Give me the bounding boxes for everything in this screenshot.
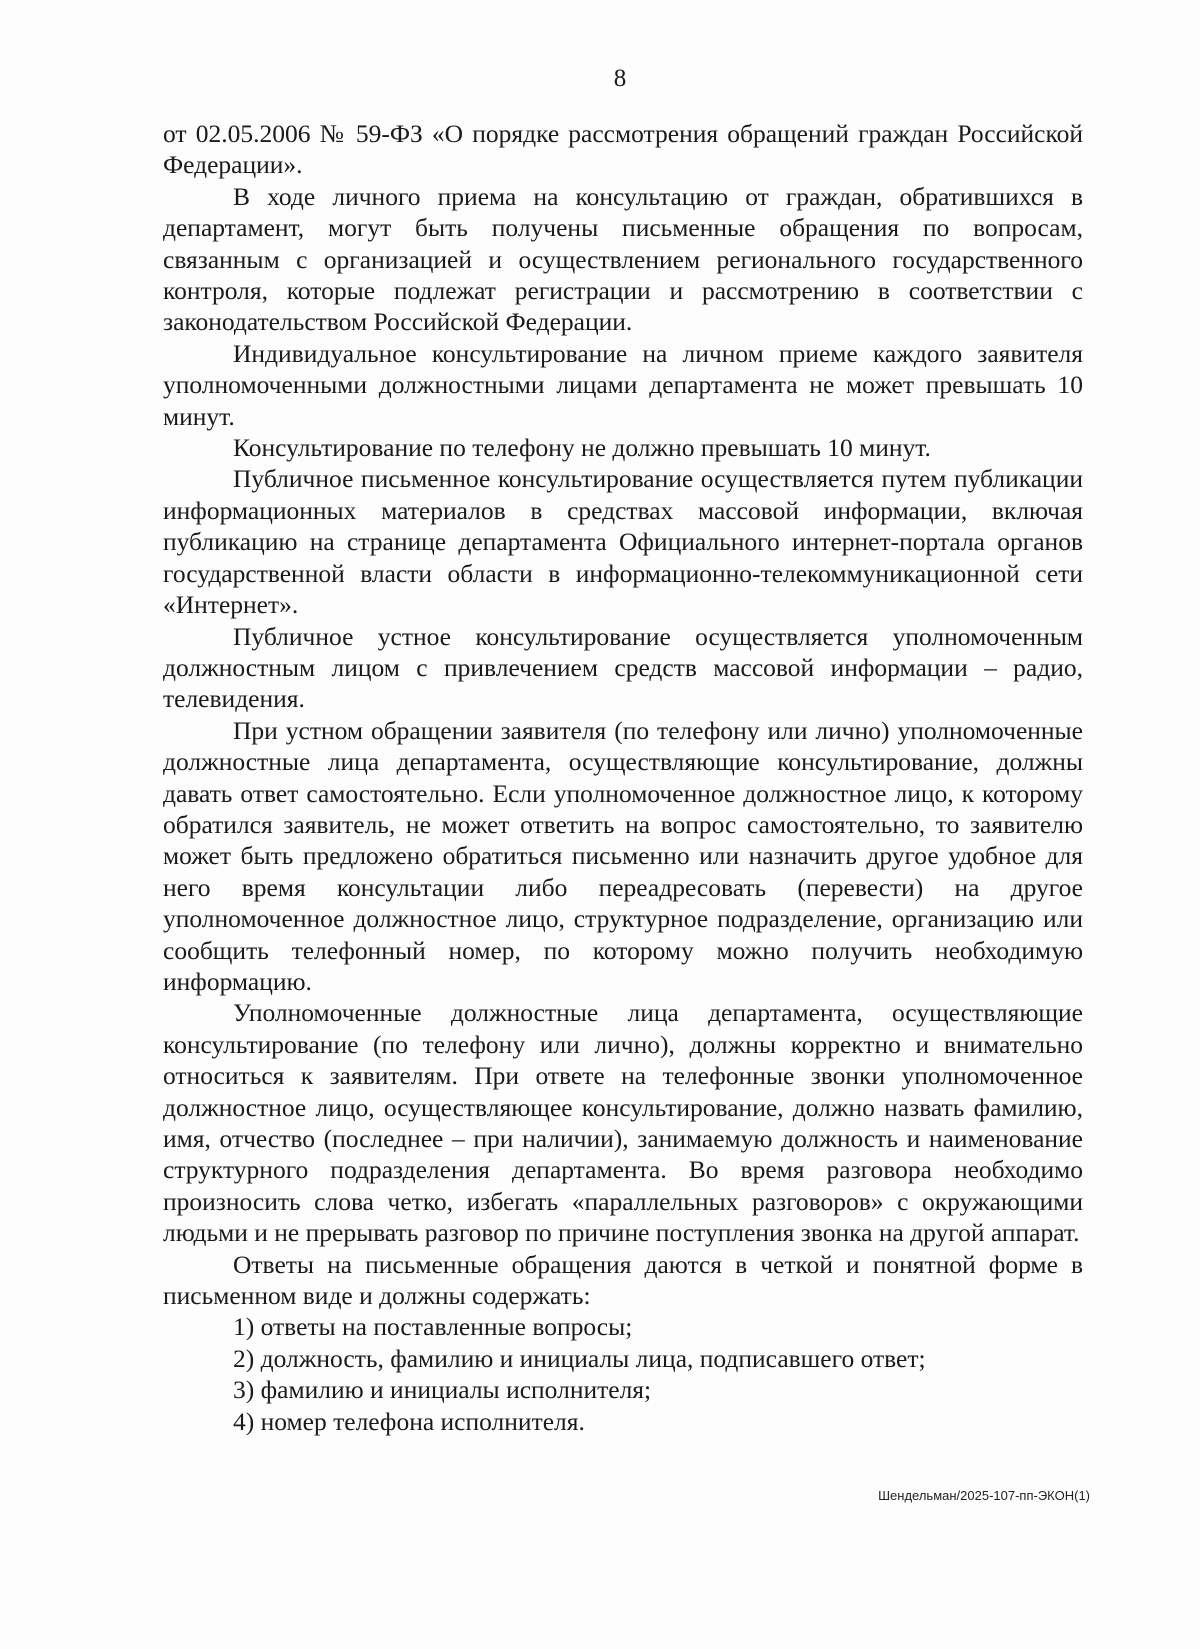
list-item: 1) ответы на поставленные вопросы; <box>233 1312 633 1342</box>
list-item: 4) номер телефона исполнителя. <box>233 1406 585 1436</box>
paragraph-phone-consulting: Консультирование по телефону не должно превышать 10 минут. <box>233 433 931 463</box>
paragraph-oral-appeal: При устном обращении заявителя (по телефону или лично) уполномоченные должностные лица департамента, осуществляющие консультирование, должны давать ответ самостоятельно. Если уполномоченное должностное лицо, к которому обратился заявитель, не может ответить на вопрос самостоятельно, то заявителю может быть предложено обратиться письменно или назначить другое удобное для него время консультации либо переадресовать (перевести) на другое уполномоченное должностное лицо, структурное подразделение, организацию или сообщить телефонный номер, по которому можно получить необходимую информацию. <box>163 715 1083 996</box>
list-item: 2) должность, фамилию и инициалы лица, подписавшего ответ; <box>233 1343 926 1373</box>
paragraph-written-appeals: В ходе личного приема на консультацию от граждан, обратившихся в департамент, могут быть получены письменные обращения по вопросам, связанным с организацией и осуществлением регионального государственного контроля, которые подлежат регистрации и рассмотрению в соответствии с законодательством Российской Федерации. <box>163 181 1083 337</box>
list-item: 3) фамилию и инициалы исполнителя; <box>233 1375 652 1405</box>
paragraph-law-reference: от 02.05.2006 № 59-ФЗ «О порядке рассмотрения обращений граждан Российской Федерации». <box>163 119 1083 180</box>
paragraph-public-written-consulting: Публичное письменное консультирование осуществляется путем публикации информационных материалов в средствах массовой информации, включая публикацию на странице департамента Официального интернет-портала органов государственной власти области в информационно-телекоммуникационной сети «Интернет». <box>163 464 1083 620</box>
document-code: Шендельман/2025-107-пп-ЭКОН(1) <box>878 1488 1090 1503</box>
paragraph-public-oral-consulting: Публичное устное консультирование осуществляется уполномоченным должностным лицом с привлечением средств массовой информации – радио, телевидения. <box>163 621 1083 714</box>
paragraph-written-answers: Ответы на письменные обращения даются в четкой и понятной форме в письменном виде и должны содержать: <box>163 1249 1083 1311</box>
document-body <box>163 118 1083 1437</box>
paragraph-officials-conduct: Уполномоченные должностные лица департамента, осуществляющие консультирование (по телефону или лично), должны корректно и внимательно относиться к заявителям. При ответе на телефонные звонки уполномоченное должностное лицо, осуществляющее консультирование, должно назвать фамилию, имя, отчество (последнее – при наличии), занимаемую должность и наименование структурного подразделения департамента. Во время разговора необходимо произносить слова четко, избегать «параллельных разговоров» с окружающими людьми и не прерывать разговор по причине поступления звонка на другой аппарат. <box>163 998 1083 1248</box>
page-number: 8 <box>613 65 627 92</box>
paragraph-individual-consulting: Индивидуальное консультирование на личном приеме каждого заявителя уполномоченными должностными лицами департамента не может превышать 10 минут. <box>163 338 1083 431</box>
